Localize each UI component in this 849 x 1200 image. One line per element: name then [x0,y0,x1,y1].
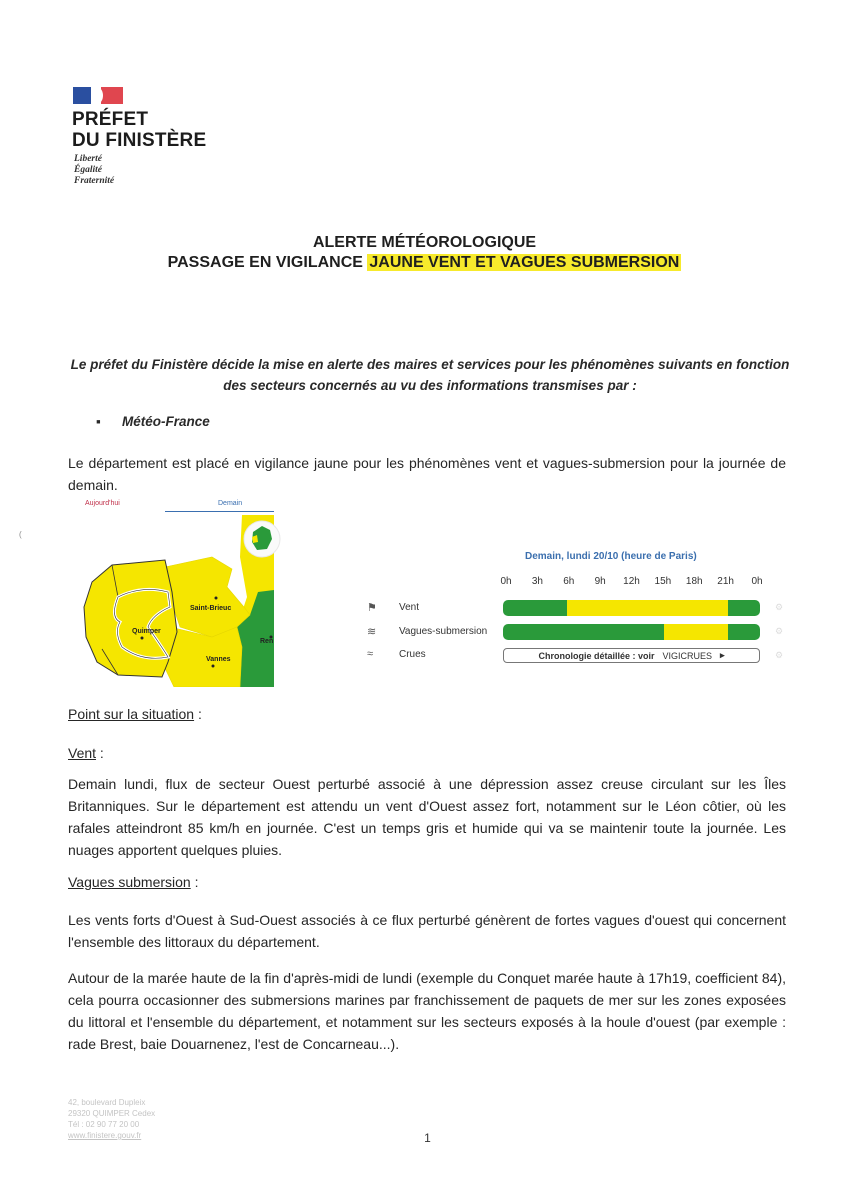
title-highlight: JAUNE VENT ET VAGUES SUBMERSION [369,254,680,271]
segment-green [503,600,567,616]
motto-fraternite: Fraternité [74,176,115,186]
website-link[interactable]: www.finistere.gouv.fr [68,1131,142,1140]
brittany-map [62,497,286,687]
hour-tick: 9h [594,576,606,587]
title-line-1: ALERTE MÉTÉOROLOGIQUE [312,234,537,251]
source-bullet: ▪ Météo-France [96,414,210,429]
vent-text: Demain lundi, flux de secteur Ouest perturbé associé à une dépression assez creuse circulant sur les Îles Britanniques. Sur le département est attendu un vent d'Ouest assez fort, notamment sur le Léon côtier, où les rafales atteindront 85 km/h en journée. C'est un temps gris et humide qui va se maintenir toute la journée. Les nuages apportent quelques pluies. [68,776,786,858]
bullet-icon: ▪ [96,414,101,429]
waves-icon: ≋ [367,626,377,638]
marianne-flag-logo [73,87,123,104]
hour-tick: 0h [500,576,512,587]
vigilance-statement: Le département est placé en vigilance jaune pour les phénomènes vent et vagues-submersion pour la journée de demain. [68,455,786,493]
wind-icon: ⚑ [367,602,377,614]
tab-today[interactable]: Aujourd'hui [85,500,120,507]
vagues-heading: Vagues submersion : [68,874,199,890]
document-title [0,233,849,273]
segment-yellow [664,624,728,640]
title-line-2: PASSAGE EN VIGILANCE JAUNE VENT ET VAGUES SUBMERSION [167,254,680,271]
hour-tick: 0h [751,576,763,587]
city-vannes: Vannes [206,656,231,663]
info-icon: ⚙ [775,626,784,636]
vigilance-map [62,497,286,687]
hour-tick: 12h [623,576,640,587]
bar-vent [503,600,760,616]
city-saint-brieuc: Saint-Brieuc [190,605,232,612]
page-number: 1 [424,1131,431,1145]
flood-icon: ≈ [367,648,374,660]
vigicrues-link-button[interactable]: Chronologie détaillée : voir VIGICRUES ▸ [503,648,760,663]
hour-tick: 3h [531,576,543,587]
tab-tomorrow[interactable]: Demain [218,500,243,507]
prefecture-name [72,109,206,151]
segment-green [503,624,664,640]
org-line-1: PRÉFET [72,109,149,130]
motto-egalite: Égalité [74,165,102,175]
info-icon: ⚙ [775,602,784,612]
hour-tick: 15h [654,576,672,587]
chart-title: Demain, lundi 20/10 (heure de Paris) [525,551,697,562]
info-icon: ⚙ [775,650,784,660]
bar-vagues-submersion [503,624,760,640]
city-quimper: Quimper [132,628,161,635]
footer-address: 42, boulevard Dupleix 29320 QUIMPER Cedex Tél : 02 90 77 20 00 www.finistere.gouv.fr [68,1098,156,1140]
row-label-crues: Crues [399,649,426,660]
intro-text: Le préfet du Finistère décide la mise en alerte des maires et services pour les phénomènes suivants en fonction des secteurs concernés au vu des informations transmises par : [70,357,790,393]
row-label-vent: Vent [399,602,420,613]
vagues-text-1: Les vents forts d'Ouest à Sud-Ouest associés à ce flux perturbé génèrent de fortes vagues d'ouest qui concernent l'ensemble des littoraux du département. [68,912,786,950]
org-line-2: DU FINISTÈRE [72,130,207,151]
segment-green [728,600,760,616]
vigicrues-logo: VIGICRUES [662,650,712,661]
situation-heading: Point sur la situation : [68,706,202,722]
segment-green [728,624,760,640]
republic-motto [74,154,114,187]
hour-tick: 18h [685,576,703,587]
hour-tick: 21h [717,576,734,587]
motto-liberte: Liberté [74,154,102,164]
arrow-right-icon: ▸ [720,650,725,660]
row-label-vagues: Vagues-submersion [399,626,488,637]
vagues-text-2: Autour de la marée haute de la fin d'après-midi de lundi (exemple du Conquet marée haute à 17h19, coefficient 84), cela pourra occasionner des submersions marines par franchissement de paquets de mer sur les zones exposées du littoral et l'ensemble du département, et notamment sur les secteurs exposés à la houle d'ouest (par exemple : rade Brest, baie Douarnenez, l'est de Concarneau...). [68,970,786,1052]
vigilance-timeline [365,548,795,673]
vent-heading: Vent : [68,745,104,761]
segment-yellow [567,600,728,616]
city-rennes: Ren [260,638,274,645]
hour-tick: 6h [563,576,575,587]
